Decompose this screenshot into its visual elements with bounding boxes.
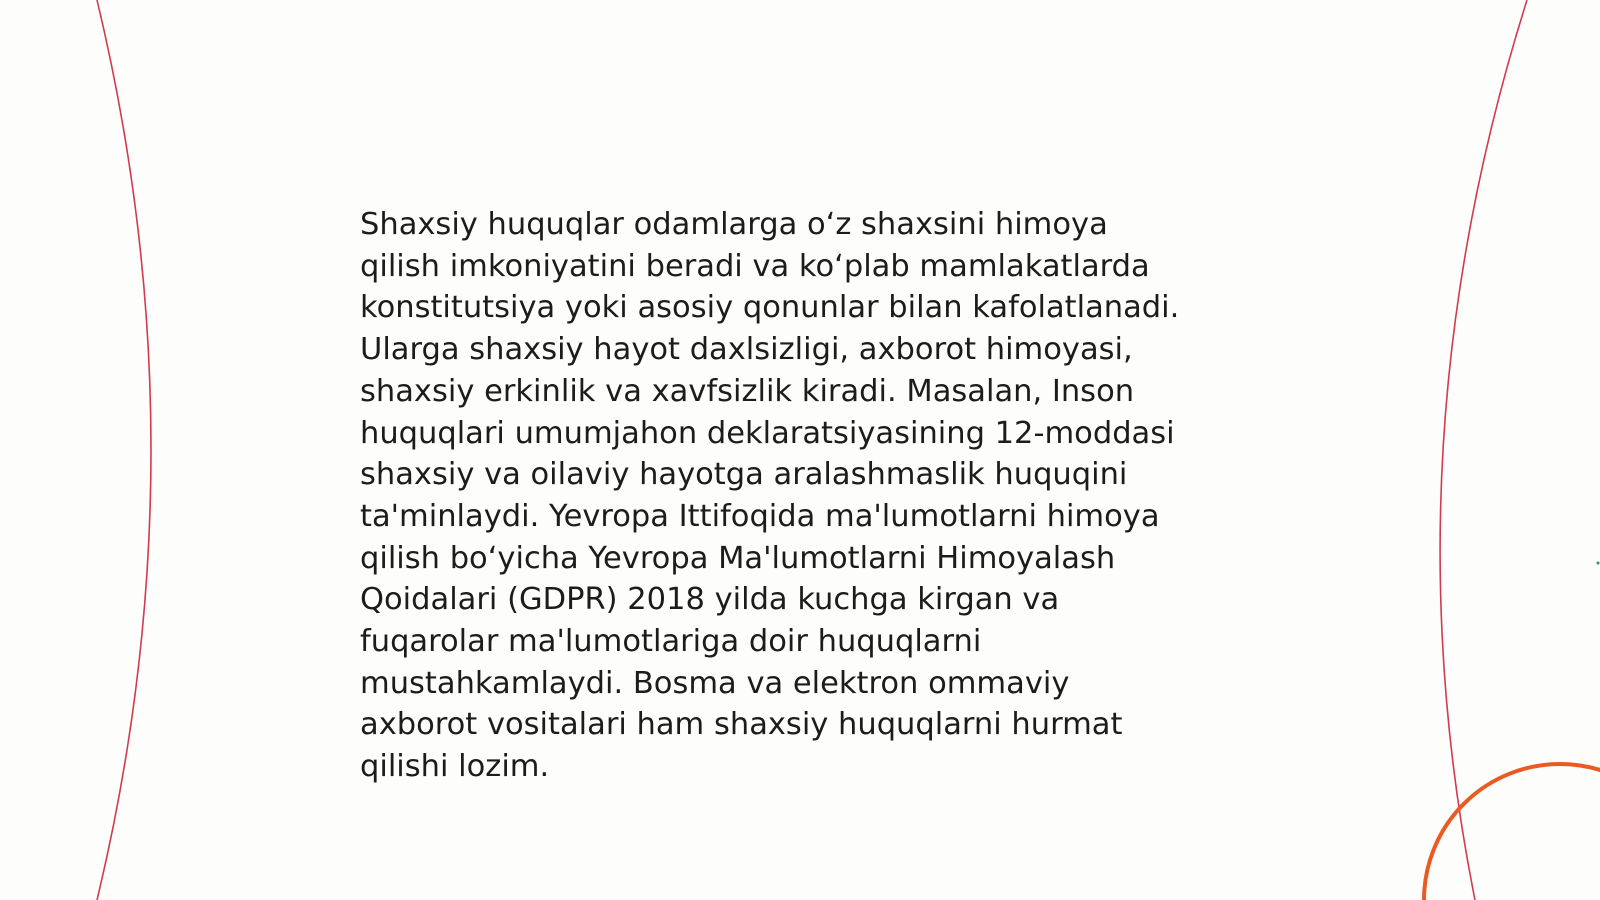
right-curve-line — [1440, 0, 1527, 900]
accent-dot — [1597, 562, 1600, 565]
left-curve-line — [97, 0, 151, 900]
main-paragraph: Shaxsiy huquqlar odamlarga o‘z shaxsini himoya qilish imkoniyatini beradi va ko‘plab mamlakatlarda konstitutsiya yoki asosiy qonunlar bilan kafolatlanadi. Ularga shaxsiy hayot daxlsizligi, axborot himoyasi, shaxsiy erkinlik va xavfsizlik kiradi. Masalan, Inson huquqlari umumjahon deklaratsiyasining 12-moddasi shaxsiy va oilaviy hayotga aralashmaslik huquqini ta'minlaydi. Yevropa Ittifoqida ma'lumotlarni himoya qilish bo‘yicha Yevropa Ma'lumotlarni Himoyalash Qoidalari (GDPR) 2018 yilda kuchga kirgan va fuqarolar ma'lumotlariga doir huquqlarni mustahkamlaydi. Bosma va elektron ommaviy axborot vositalari ham shaxsiy huquqlarni hurmat qilishi lozim. — [360, 207, 1180, 785]
orange-circle-decoration — [1424, 764, 1600, 900]
